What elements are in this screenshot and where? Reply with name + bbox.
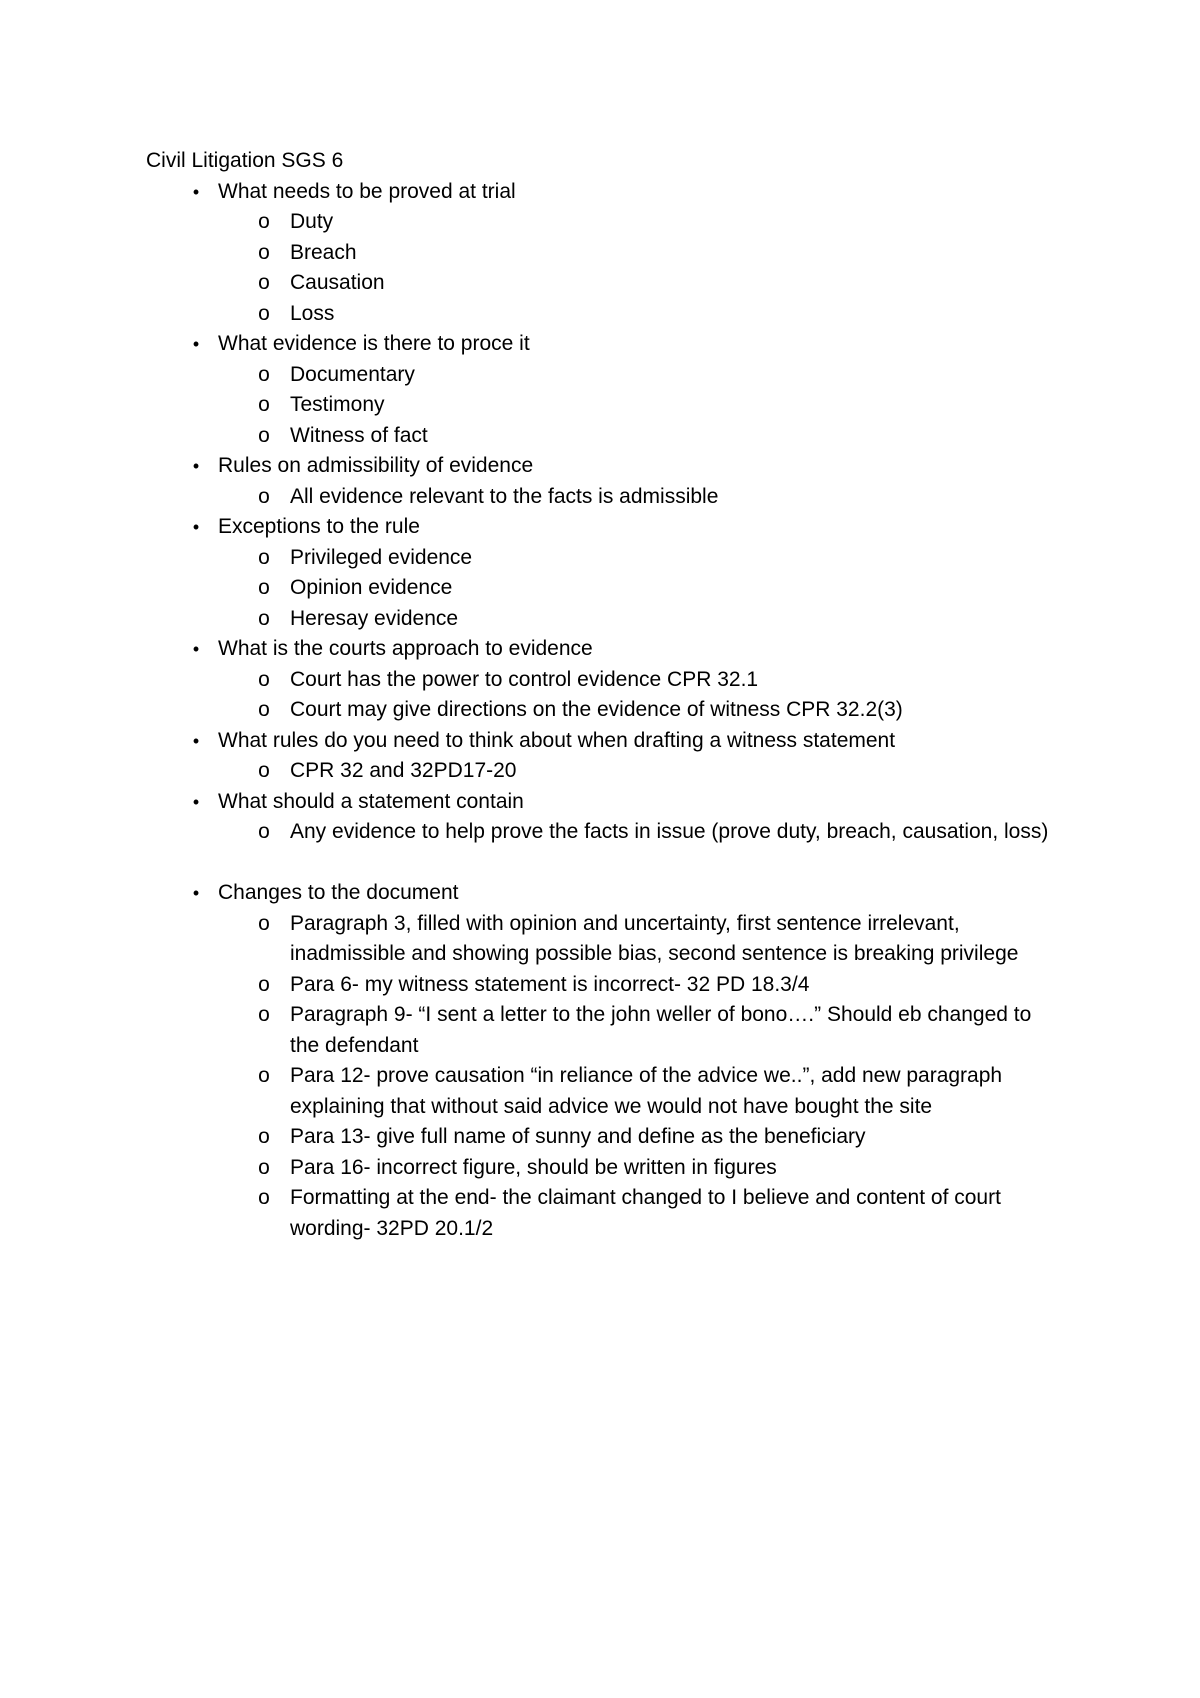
sub-bullet-marker: o [258,667,270,691]
sub-bullet-marker: o [258,1003,270,1026]
bullet-text: What rules do you need to think about when drafting a witness statement [218,728,896,752]
sub-bullet-list [218,665,1066,726]
bullet-marker: • [192,334,200,354]
document-page [146,146,1066,1244]
bullet-item [146,726,1066,787]
sub-bullet-item [218,268,1066,299]
sub-bullet-text: Court has the power to control evidence CPR 32.1 [290,667,759,691]
sub-bullet-item [218,238,1066,269]
bullet-text: What evidence is there to proce it [218,332,530,355]
sub-bullet-marker: o [258,210,270,233]
sub-bullet-marker: o [258,240,270,264]
sub-bullet-text: Breach [290,240,357,264]
sub-bullet-list [218,909,1066,1245]
sub-bullet-text: Loss [290,301,335,325]
sub-bullet-marker: o [258,1155,270,1179]
document-title: Civil Litigation SGS 6 [146,149,344,172]
sub-bullet-text: Witness of fact [290,423,428,447]
sub-bullet-item [218,299,1066,330]
sub-bullet-text: Para 6- my witness statement is incorrect- 32 PD 18.3/4 [290,972,810,996]
sub-bullet-text: Opinion evidence [290,576,453,599]
bullet-text: What is the courts approach to evidence [218,637,593,660]
bullet-item [146,451,1066,512]
sub-bullet-marker: o [258,576,270,599]
blank-line [146,848,1066,879]
bullet-text: What should a statement contain [218,789,524,813]
bullet-item [146,878,1066,1244]
sub-bullet-list [218,817,1066,848]
sub-bullet-marker: o [258,698,270,721]
bullet-marker: • [192,639,200,659]
sub-bullet-text: Court may give directions on the evidence of witness CPR 32.2(3) [290,698,903,721]
bullet-marker: • [192,181,200,202]
bullet-item [146,787,1066,848]
sub-bullet-marker: o [258,606,270,630]
sub-bullet-item [218,1061,1066,1122]
bullet-item [146,512,1066,634]
sub-bullet-marker: o [258,362,270,386]
bullet-marker: • [192,883,200,903]
sub-bullet-item [218,543,1066,574]
sub-bullet-marker: o [258,545,270,569]
sub-bullet-marker: o [258,271,270,294]
sub-bullet-text: Privileged evidence [290,545,473,569]
sub-bullet-text: Documentary [290,362,415,386]
sub-bullet-item [218,573,1066,604]
bullet-item [146,329,1066,451]
bullet-text: What needs to be proved at trial [218,179,516,203]
bullet-text: Exceptions to the rule [218,515,420,538]
sub-bullet-text: CPR 32 and 32PD17-20 [290,759,517,782]
sub-bullet-marker: o [258,911,270,935]
sub-bullet-item [218,1122,1066,1153]
sub-bullet-marker: o [258,301,270,325]
sub-bullet-marker: o [258,423,270,447]
bullet-marker: • [192,791,200,812]
sub-bullet-text: Testimony [290,393,385,416]
sub-bullet-text: Duty [290,210,334,233]
sub-bullet-marker: o [258,820,270,843]
sub-bullet-item [218,756,1066,787]
sub-bullet-item [218,604,1066,635]
sub-bullet-item [218,390,1066,421]
sub-bullet-text: Paragraph 9- “I sent a letter to the john weller of bono….” Should eb changed to the defendant [290,1003,1032,1057]
sub-bullet-text: All evidence relevant to the facts is admissible [290,484,719,508]
sub-bullet-item [218,360,1066,391]
sub-bullet-text: Formatting at the end- the claimant changed to I believe and content of court wording- 32PD 20.1/2 [290,1186,1001,1240]
sub-bullet-text: Heresay evidence [290,606,459,630]
sub-bullet-item [218,421,1066,452]
sub-bullet-text: Para 13- give full name of sunny and define as the beneficiary [290,1125,866,1148]
sub-bullet-item [218,1153,1066,1184]
sub-bullet-text: Para 16- incorrect figure, should be written in figures [290,1155,777,1179]
sub-bullet-item [218,482,1066,513]
main-bullet-list [146,177,1066,1245]
sub-bullet-marker: o [258,1186,270,1209]
sub-bullet-list [218,207,1066,329]
sub-bullet-marker: o [258,1125,270,1148]
sub-bullet-marker: o [258,1064,270,1087]
bullet-text: Rules on admissibility of evidence [218,454,534,477]
sub-bullet-item [218,665,1066,696]
sub-bullet-item [218,695,1066,726]
sub-bullet-list [218,543,1066,635]
bullet-marker: • [192,517,200,537]
sub-bullet-marker: o [258,484,270,508]
bullet-item [146,177,1066,330]
bullet-text: Changes to the document [218,881,459,904]
sub-bullet-item [218,817,1066,848]
sub-bullet-item [218,970,1066,1001]
sub-bullet-marker: o [258,393,270,416]
bullet-marker: • [192,730,200,751]
sub-bullet-text: Causation [290,271,385,294]
sub-bullet-list [218,360,1066,452]
sub-bullet-item [218,207,1066,238]
sub-bullet-list [218,756,1066,787]
sub-bullet-text: Any evidence to help prove the facts in issue (prove duty, breach, causation, loss) [290,820,1049,843]
sub-bullet-item [218,1183,1066,1244]
sub-bullet-item [218,1000,1066,1061]
sub-bullet-list [218,482,1066,513]
bullet-marker: • [192,456,200,476]
sub-bullet-text: Paragraph 3, filled with opinion and uncertainty, first sentence irrelevant, inadmissible and showing possible bias, second sentence is breaking privilege [290,911,1019,965]
bullet-item [146,634,1066,726]
sub-bullet-marker: o [258,972,270,996]
sub-bullet-item [218,909,1066,970]
sub-bullet-text: Para 12- prove causation “in reliance of the advice we..”, add new paragraph explaining that without said advice we would not have bought the site [290,1064,1003,1118]
sub-bullet-marker: o [258,759,270,782]
